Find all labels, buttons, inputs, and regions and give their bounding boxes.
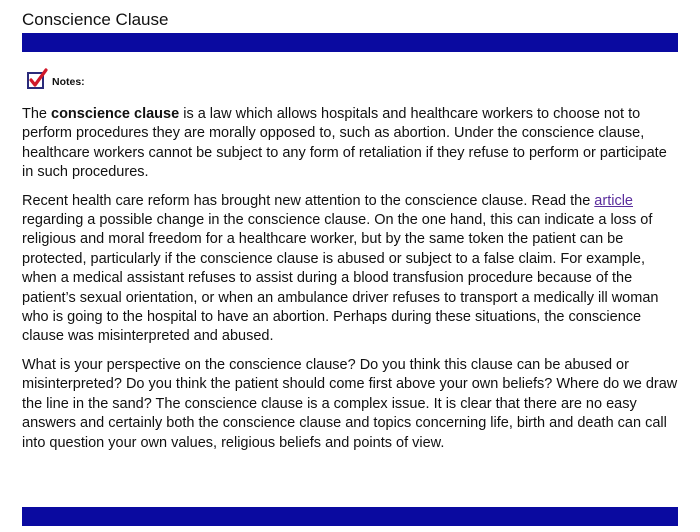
notes-header: [26, 68, 85, 90]
paragraph-definition: The conscience clause is a law which allows hospitals and healthcare workers to choose not to perform procedures they are morally opposed to, such as abortion. Under the conscience clause, healthcare workers cannot be subject to any form of retaliation if they refuse to perform or participate in such procedures.: [22, 106, 667, 181]
paragraph-reform: Recent health care reform has brought new attention to the conscience clause. Read the article regarding a possible change in the conscience clause. On the one hand, this can indicate a loss of religious and moral freedom for a healthcare worker, but by the same token the patient can be protected, particularly if the conscience clause is abused or subject to a false claim. For example, when a medical assistant refuses to assist during a blood transfusion procedure because of the patient’s sexual orientation, or when an ambulance driver refuses to transport a medically ill woman who is going to the hospital to have an abortion. Perhaps during these situations, the conscience clause was misinterpreted and abused.: [22, 192, 659, 345]
footer-bar: [22, 507, 678, 526]
paragraph-perspective: What is your perspective on the conscience clause? Do you think this clause can be abused or misinterpreted? Do you think the patient should come first above your own beliefs? Where do we draw the line in the sand? The conscience clause is a complex issue. It is clear that there are no easy answers and certainly both the conscience clause and topics concerning life, birth and death can call into question your own values, religious beliefs and points of view.: [22, 356, 678, 451]
notes-content: [22, 105, 682, 462]
checkbox-check-icon: [26, 68, 48, 90]
article-link[interactable]: article: [594, 192, 633, 209]
header-bar: [22, 33, 678, 52]
term-conscience-clause: conscience clause: [51, 106, 180, 122]
notes-label: Notes:: [52, 76, 85, 88]
page-title: Conscience Clause: [22, 10, 169, 29]
